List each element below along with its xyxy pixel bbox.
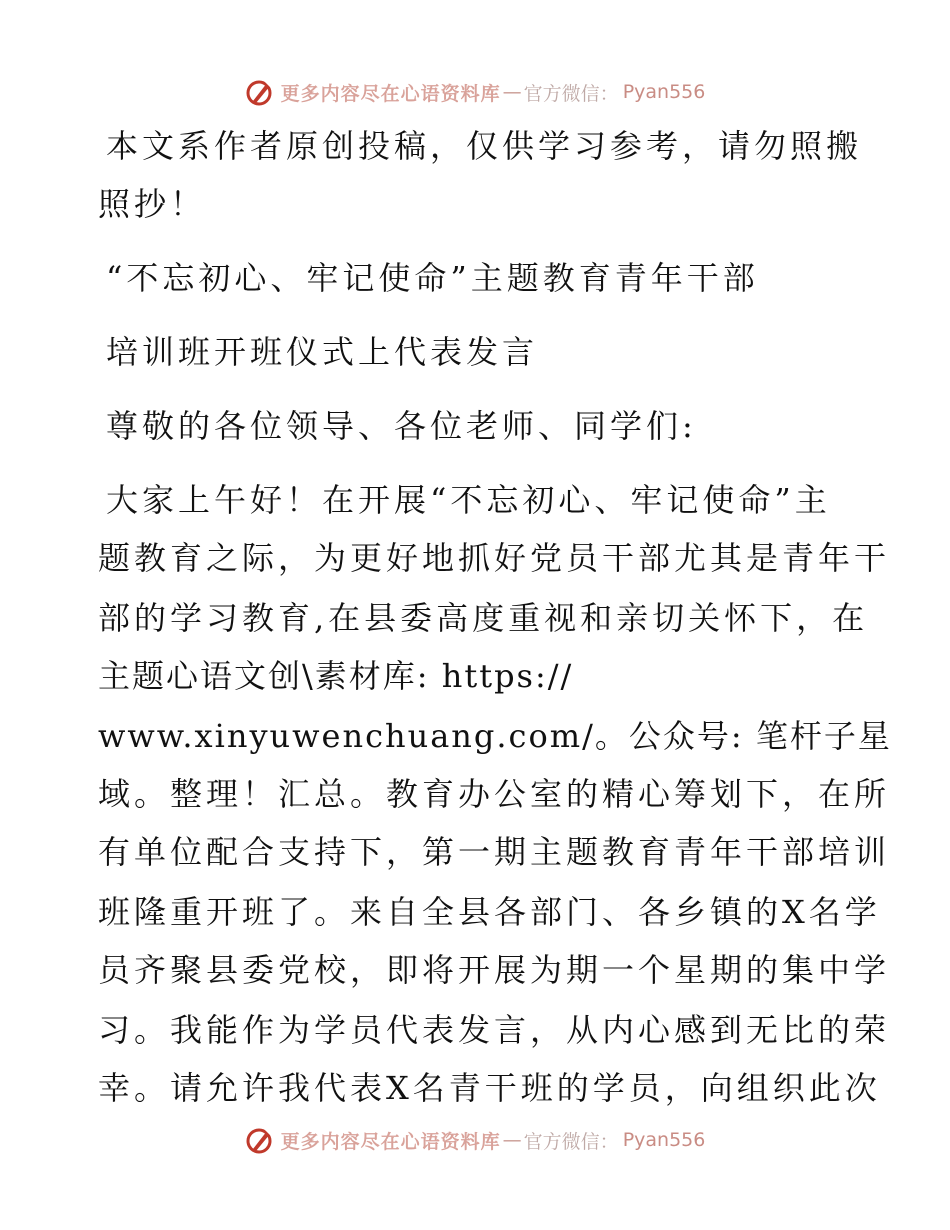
watermark-header <box>0 72 950 112</box>
watermark-wechat-id: Pyan556 <box>622 1129 706 1151</box>
salutation: 尊敬的各位领导、各位老师、同学们: <box>106 407 697 445</box>
watermark-footer <box>0 1120 950 1160</box>
watermark-wechat-label: 官方微信： <box>523 1130 619 1153</box>
quill-logo-icon <box>245 1125 275 1155</box>
title-line-2: 培训班开班仪式上代表发言 <box>106 333 539 371</box>
text-line-8: 部的学习教育,在县委高度重视和亲切关怀下，在 <box>98 599 869 637</box>
text-line-9: 主题心语文创\素材库: https:// <box>98 657 574 695</box>
watermark-wechat-id: Pyan556 <box>622 81 706 103</box>
text-line-11: 域。整理！汇总。教育办公室的精心筹划下，在所 <box>98 775 891 813</box>
watermark-separator: — <box>502 81 522 103</box>
text-line-13: 班隆重开班了。来自全县各部门、各乡镇的X名学 <box>98 893 881 931</box>
text-line-15: 习。我能作为学员代表发言，从内心感到无比的荣 <box>98 1011 891 1049</box>
text-line-14: 员齐聚县委党校，即将开展为期一个星期的集中学 <box>98 951 891 989</box>
text-line-7: 题教育之际，为更好地抓好党员干部尤其是青年干 <box>98 539 891 577</box>
text-line-16: 幸。请允许我代表X名青干班的学员，向组织此次 <box>98 1069 881 1107</box>
watermark-brand: 更多内容尽在心语资料库 <box>280 82 501 105</box>
text-line-1: 本文系作者原创投稿，仅供学习参考，请勿照搬 <box>106 127 863 165</box>
title-line-1: “不忘初心、牢记使命”主题教育青年干部 <box>106 259 759 297</box>
text-line-12: 有单位配合支持下，第一期主题教育青年干部培训 <box>98 833 891 871</box>
watermark-brand: 更多内容尽在心语资料库 <box>280 1130 501 1153</box>
text-line-6: 大家上午好！在开展“不忘初心、牢记使命”主 <box>106 481 831 519</box>
watermark-wechat-label: 官方微信： <box>523 82 619 105</box>
watermark-separator: — <box>502 1129 522 1151</box>
quill-logo-icon <box>245 77 275 107</box>
text-line-2: 照抄！ <box>98 185 207 223</box>
text-line-10: www.xinyuwenchuang.com/。公众号: 笔杆子星 <box>98 717 892 755</box>
